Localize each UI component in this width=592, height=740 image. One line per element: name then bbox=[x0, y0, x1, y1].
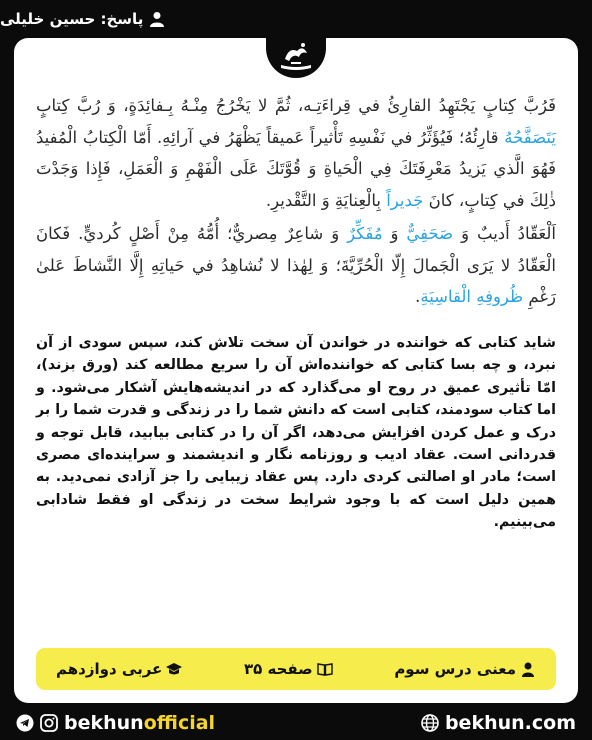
persian-translation: شاید کتابی که خواننده در خواندن آن سخت تلاش کند، سپس سودی از آن نبرد، و چه بسا کتابی که خواننده‌اش آن را سریع مطالعه کند (ورق بزند)، امّا تأثیری عمیق در روح او می‌گذارد که در اندیشه‌هایش آشکار می‌شود. و اما کتاب سودمند، کتابی است که دانش شما را در زندگی و قدرت شما را بر درک و عمل کردن افزایش می‌دهد، اگر آن را در کتابی بیابید، قابل توجه و قدردانی است. عقاد ادیب و روزنامه نگار و اندیشمند و سراینده‌ای مصری است؛ مادر او اصالتی کردی دارد. پس عقاد زیبایی را جز آزادی نمی‌دید. به همین دلیل است که با وجود شرایط سخت در زندگی او فقط شادابی می‌بینیم. bbox=[36, 335, 556, 531]
instagram-icon[interactable] bbox=[40, 714, 58, 732]
logo-badge bbox=[266, 38, 326, 78]
bottom-bar bbox=[0, 706, 592, 740]
answer-author-text: پاسخ: حسین خلیلی bbox=[0, 10, 144, 28]
highlighted-word: ظُروفِهِ الْقاسِيَةِ bbox=[420, 287, 524, 306]
lesson-info-bar bbox=[36, 648, 556, 690]
graduation-cap-icon bbox=[166, 661, 182, 677]
lesson-item bbox=[394, 660, 536, 678]
top-bar bbox=[0, 0, 592, 38]
grade-item bbox=[56, 660, 182, 678]
globe-icon bbox=[421, 714, 439, 732]
grade-label: عربی دوازدهم bbox=[56, 660, 163, 678]
social-handle[interactable] bbox=[16, 712, 215, 734]
arabic-paragraph-1: فَرُبَّ كِتابٍ يَجْتَهِدُ القارِئُ في قِراءَتِـه، ثُمَّ لا يَخْرُجُ مِنْـهُ بِـفائِدَةٍ، وَ رُبَّ كِتابٍ يَتَصَفَّحُهُ قارِئُهُ؛ فَيُؤَثِّرُ في نَفْسِهِ تَأْثيراً عَميقاً يَظْهَرُ في آرائِهِ. أَمّا الْكِتابُ الْمُفيدُ فَهُوَ الَّذي يَزيدُ مَعْرِفَتَكَ فِي الْحَياةِ وَ قُوَّتَكَ عَلَى الْفَهْمِ وَ الْعَمَلِ، فَإِذا وَجَدْتَ ذٰلِكَ في كِتابٍ، كانَ جَديراً بِالْعِنايَةِ وَ التَّقْديرِ. bbox=[36, 96, 556, 210]
open-book-icon bbox=[317, 661, 333, 677]
page-item bbox=[244, 660, 333, 678]
content-card bbox=[14, 38, 578, 703]
page-label: صفحه ۳۵ bbox=[243, 660, 313, 678]
user-icon bbox=[149, 11, 165, 27]
handle-text: bekhunofficial bbox=[64, 712, 216, 734]
telegram-icon[interactable] bbox=[16, 714, 34, 732]
website-link[interactable] bbox=[421, 712, 576, 734]
arabic-passage bbox=[36, 90, 556, 313]
arabic-paragraph-2: اَلْعَقّادُ أَديبٌ وَ صَحَفِيٌّ وَ مُفَكِّرٌ وَ شاعِرٌ مِصريٌّ؛ أُمُّهُ مِنْ أَصْلٍ كُرديٍّ. فَكانَ الْعَقّادُ لا يَرَى الْجَمالَ إِلّا الْحُرِّيَّةَ؛ وَ لِهٰذا لا نُشاهِدُ في حَياتِهِ إِلَّا النَّشاطَ عَلىٰ رَغْمِ ظُروفِهِ الْقاسِيَةِ. bbox=[36, 224, 556, 306]
highlighted-word: مُفَكِّرٌ bbox=[347, 224, 383, 243]
highlighted-word: جَديراً bbox=[386, 190, 424, 210]
bekhun-logo-icon bbox=[277, 39, 315, 73]
highlighted-word: صَحَفِيٌّ bbox=[406, 224, 454, 243]
highlighted-word: يَتَصَفَّحُهُ bbox=[504, 127, 556, 147]
answer-author bbox=[0, 10, 165, 28]
lesson-label: معنی درس سوم bbox=[394, 660, 516, 678]
student-icon bbox=[520, 661, 536, 677]
website-text: bekhun.com bbox=[444, 712, 576, 734]
